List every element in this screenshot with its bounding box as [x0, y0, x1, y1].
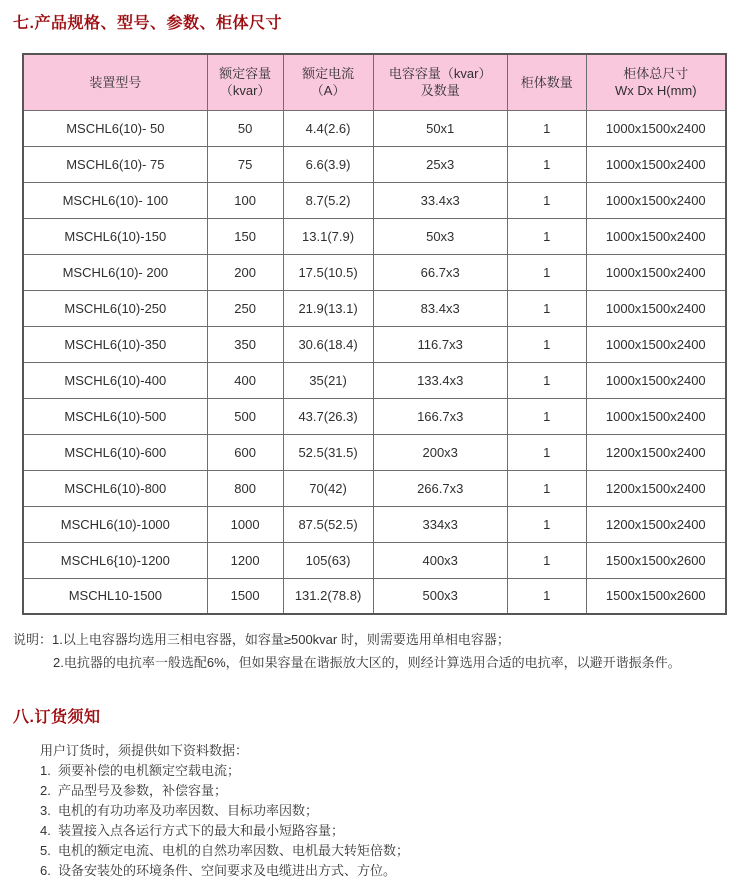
table-cell: 43.7(26.3) [283, 398, 373, 434]
table-cell: 1200x1500x2400 [586, 506, 726, 542]
table-row [23, 326, 726, 362]
table-cell: 4.4(2.6) [283, 110, 373, 146]
table-cell: 83.4x3 [373, 290, 507, 326]
table-cell: 6.6(3.9) [283, 146, 373, 182]
table-cell: MSCHL6{10)-1200 [23, 542, 207, 578]
table-row [23, 290, 726, 326]
table-cell: 200x3 [373, 434, 507, 470]
table-row [23, 218, 726, 254]
table-cell: 70(42) [283, 470, 373, 506]
table-cell: 100 [207, 182, 283, 218]
table-cell: 50x3 [373, 218, 507, 254]
table-cell: 1000x1500x2400 [586, 326, 726, 362]
order-item-text: 须要补偿的电机额定空载电流； [58, 763, 241, 778]
column-header: 电容容量（kvar） 及数量 [373, 54, 507, 110]
table-cell: MSCHL6(10)-250 [23, 290, 207, 326]
table-cell: 17.5(10.5) [283, 254, 373, 290]
table-cell: 800 [207, 470, 283, 506]
order-item-number: 1. [40, 763, 51, 778]
table-cell: MSCHL6(10)-350 [23, 326, 207, 362]
table-cell: 600 [207, 434, 283, 470]
order-item-text: 产品型号及参数，补偿容量； [58, 783, 228, 798]
order-item-text: 装置接入点各运行方式下的最大和最小短路容量； [58, 823, 345, 838]
order-item [40, 841, 750, 861]
table-cell: 150 [207, 218, 283, 254]
table-cell: 105(63) [283, 542, 373, 578]
product-spec-table [22, 53, 727, 615]
table-cell: 1000x1500x2400 [586, 218, 726, 254]
column-header: 额定容量 （kvar） [207, 54, 283, 110]
order-item [40, 761, 750, 781]
table-cell: 1 [507, 578, 586, 614]
order-info-block [40, 741, 750, 881]
table-cell: 8.7(5.2) [283, 182, 373, 218]
table-row [23, 182, 726, 218]
note-line [13, 628, 750, 651]
table-row [23, 542, 726, 578]
table-cell: 1 [507, 254, 586, 290]
order-item [40, 821, 750, 841]
table-row [23, 362, 726, 398]
table-cell: 1 [507, 182, 586, 218]
table-cell: 1 [507, 542, 586, 578]
table-cell: 21.9(13.1) [283, 290, 373, 326]
table-cell: 266.7x3 [373, 470, 507, 506]
table-cell: 50 [207, 110, 283, 146]
table-cell: 1000x1500x2400 [586, 398, 726, 434]
column-header: 装置型号 [23, 54, 207, 110]
spec-table-head [23, 54, 726, 110]
table-cell: 1500x1500x2600 [586, 578, 726, 614]
table-cell: 250 [207, 290, 283, 326]
order-item-text: 电机的有功功率及功率因数、目标功率因数； [58, 803, 319, 818]
section7-title: 七.产品规格、型号、参数、柜体尺寸 [13, 15, 282, 32]
table-row [23, 578, 726, 614]
table-cell: 500 [207, 398, 283, 434]
table-cell: 1000x1500x2400 [586, 146, 726, 182]
column-header: 额定电流 （A） [283, 54, 373, 110]
table-cell: 1200x1500x2400 [586, 470, 726, 506]
table-cell: 1000x1500x2400 [586, 182, 726, 218]
table-cell: 1500 [207, 578, 283, 614]
table-cell: MSCHL6(10)- 100 [23, 182, 207, 218]
table-cell: 52.5(31.5) [283, 434, 373, 470]
table-row [23, 146, 726, 182]
column-header: 柜体总尺寸 Wx Dx H(mm) [586, 54, 726, 110]
table-cell: 1500x1500x2600 [586, 542, 726, 578]
table-cell: MSCHL6(10)-1000 [23, 506, 207, 542]
table-cell: 400x3 [373, 542, 507, 578]
table-cell: 1000x1500x2400 [586, 254, 726, 290]
table-cell: 25x3 [373, 146, 507, 182]
note-line [13, 651, 750, 674]
note-text: 1.以上电容器均选用三相电容器，如容量≥500kvar 时，则需要选用单相电容器； [52, 632, 510, 647]
table-cell: 13.1(7.9) [283, 218, 373, 254]
table-row [23, 254, 726, 290]
table-cell: 334x3 [373, 506, 507, 542]
table-cell: 1 [507, 362, 586, 398]
table-cell: MSCHL6(10)-500 [23, 398, 207, 434]
order-item-number: 2. [40, 783, 51, 798]
table-cell: MSCHL6(10)- 200 [23, 254, 207, 290]
order-item-text: 电机的额定电流、电机的自然功率因数、电机最大转矩倍数； [58, 843, 410, 858]
table-row [23, 398, 726, 434]
table-cell: 350 [207, 326, 283, 362]
table-cell: MSCHL6(10)- 50 [23, 110, 207, 146]
table-cell: 116.7x3 [373, 326, 507, 362]
table-cell: 66.7x3 [373, 254, 507, 290]
table-cell: 400 [207, 362, 283, 398]
table-cell: 1 [507, 398, 586, 434]
table-cell: 1 [507, 434, 586, 470]
table-row [23, 110, 726, 146]
table-cell: 1200x1500x2400 [586, 434, 726, 470]
order-item-number: 3. [40, 803, 51, 818]
table-row [23, 434, 726, 470]
order-item [40, 801, 750, 821]
order-intro: 用户订货时，须提供如下资料数据： [40, 743, 249, 758]
table-cell: MSCHL6(10)-600 [23, 434, 207, 470]
order-item [40, 861, 750, 881]
table-cell: 1200 [207, 542, 283, 578]
table-cell: 30.6(18.4) [283, 326, 373, 362]
note-text: 2.电抗器的电抗率一般选配6%，但如果容量在谐振放大区的，则经计算选用合适的电抗率，以避开谐振条件。 [53, 655, 681, 670]
table-cell: 1 [507, 218, 586, 254]
table-row [23, 470, 726, 506]
order-list [40, 761, 750, 881]
table-cell: MSCHL6(10)-400 [23, 362, 207, 398]
table-cell: 75 [207, 146, 283, 182]
table-cell: 200 [207, 254, 283, 290]
spec-table-body [23, 110, 726, 614]
table-cell: MSCHL6(10)-150 [23, 218, 207, 254]
table-cell: MSCHL6(10)- 75 [23, 146, 207, 182]
table-cell: 1000 [207, 506, 283, 542]
table-cell: 1000x1500x2400 [586, 290, 726, 326]
table-cell: 1 [507, 506, 586, 542]
table-header-row [23, 54, 726, 110]
order-item-number: 4. [40, 823, 51, 838]
column-header: 柜体数量 [507, 54, 586, 110]
notes-block [13, 628, 750, 674]
table-cell: 50x1 [373, 110, 507, 146]
table-cell: 87.5(52.5) [283, 506, 373, 542]
table-cell: 35(21) [283, 362, 373, 398]
order-item-number: 5. [40, 843, 51, 858]
table-cell: MSCHL6(10)-800 [23, 470, 207, 506]
table-cell: 1 [507, 290, 586, 326]
table-cell: 1000x1500x2400 [586, 110, 726, 146]
table-cell: 500x3 [373, 578, 507, 614]
table-cell: 33.4x3 [373, 182, 507, 218]
section8-title: 八.订货须知 [13, 709, 101, 726]
table-cell: 131.2(78.8) [283, 578, 373, 614]
table-cell: 1 [507, 110, 586, 146]
table-cell: 1000x1500x2400 [586, 362, 726, 398]
table-cell: 1 [507, 326, 586, 362]
notes-label: 说明： [13, 632, 53, 647]
table-cell: 133.4x3 [373, 362, 507, 398]
table-row [23, 506, 726, 542]
table-cell: 166.7x3 [373, 398, 507, 434]
order-item [40, 781, 750, 801]
table-cell: 1 [507, 470, 586, 506]
table-cell: MSCHL10-1500 [23, 578, 207, 614]
order-item-text: 设备安装处的环境条件、空间要求及电缆进出方式、方位。 [58, 863, 397, 878]
order-item-number: 6. [40, 863, 51, 878]
table-cell: 1 [507, 146, 586, 182]
